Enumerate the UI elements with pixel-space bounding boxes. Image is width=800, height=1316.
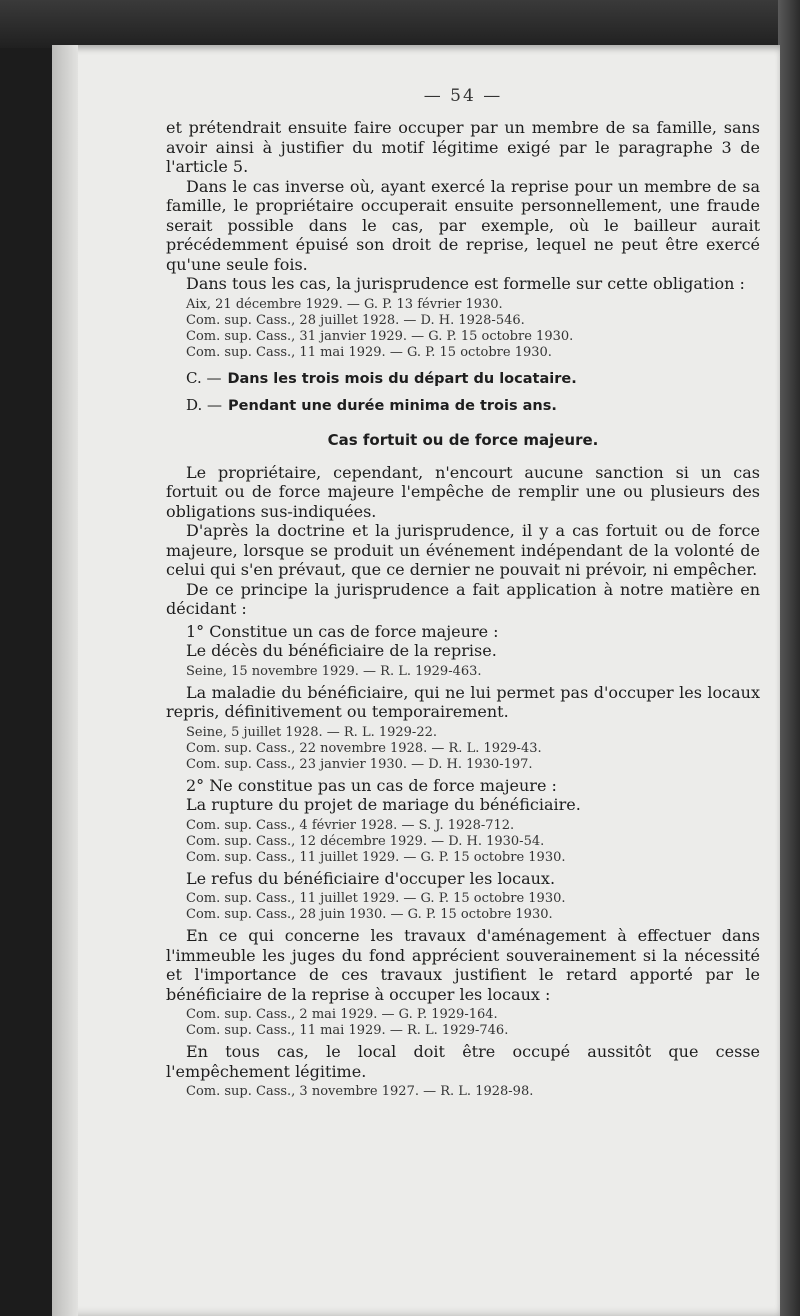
citation: Com. sup. Cass., 11 mai 1929. — G. P. 15 octobre 1930.	[186, 344, 552, 360]
citation-list	[166, 664, 760, 680]
citation: Seine, 5 juillet 1928. — R. L. 1929-22.	[186, 724, 437, 740]
section-heading: Cas fortuit ou de force majeure.	[327, 430, 599, 449]
subsection-c	[166, 369, 760, 388]
citation: Com. sup. Cass., 2 mai 1929. — G. P. 1929-164.	[186, 1007, 498, 1022]
citation: Com. sup. Cass., 11 mai 1929. — R. L. 1929-746.	[186, 1023, 509, 1038]
citation-list	[166, 891, 760, 923]
citation: Com. sup. Cass., 3 novembre 1927. — R. L. 1928-98.	[186, 1084, 534, 1099]
paragraph: Dans le cas inverse où, ayant exercé la reprise pour un membre de sa famille, le propriétaire occuperait ensuite personnellement, une fraude serait possible dans le cas, par exemple, où le bailleur aurait précédemment épuisé son droit de reprise, lequel ne peut être exercé qu'une seule fois.	[166, 176, 760, 274]
citation: Com. sup. Cass., 11 juillet 1929. — G. P. 15 octobre 1930.	[186, 849, 566, 865]
paragraph: La maladie du bénéficiaire, qui ne lui permet pas d'occuper les locaux repris, définitivement ou temporairement.	[166, 682, 760, 721]
citation-list	[166, 818, 760, 866]
paragraph: D'après la doctrine et la jurisprudence, il y a cas fortuit ou de force majeure, lorsque se produit un événement indépendant de la volonté de celui qui s'en prévaut, que ce dernier ne pouvait ni prévoir, ni empêcher.	[166, 521, 760, 579]
subsection-prefix: C. —	[186, 368, 222, 387]
scan-background-right	[778, 0, 800, 1316]
citation-list	[166, 725, 760, 773]
subsection-title: Dans les trois mois du départ du locataire.	[227, 370, 577, 387]
subsection-d	[166, 396, 760, 415]
paragraph: En ce qui concerne les travaux d'aménagement à effectuer dans l'immeuble les juges du fond apprécient souverainement si la nécessité et l'importance de ces travaux justifient le retard apporté par le bénéficiaire de la reprise à occuper les locaux :	[166, 926, 760, 1004]
page-binding-edge	[52, 45, 78, 1316]
subsection-prefix: D. —	[186, 395, 223, 414]
citation: Com. sup. Cass., 12 décembre 1929. — D. H. 1930-54.	[186, 833, 545, 849]
paragraph: En tous cas, le local doit être occupé aussitôt que cesse l'empêchement légitime.	[166, 1042, 760, 1081]
citation: Com. sup. Cass., 28 juin 1930. — G. P. 15 octobre 1930.	[186, 907, 553, 922]
scan-background-top	[0, 0, 800, 48]
citation: Com. sup. Cass., 28 juillet 1928. — D. H. 1928-546.	[186, 312, 525, 328]
paragraph: Le propriétaire, cependant, n'encourt aucune sanction si un cas fortuit ou de force majeure l'empêche de remplir une ou plusieurs des obligations sus-indiquées.	[166, 462, 760, 521]
paragraph: et prétendrait ensuite faire occuper par un membre de sa famille, sans avoir ainsi à justifier du motif légitime exigé par le paragraphe 3 de l'article 5.	[166, 118, 760, 176]
citation: Aix, 21 décembre 1929. — G. P. 13 février 1930.	[186, 296, 503, 312]
citation: Seine, 15 novembre 1929. — R. L. 1929-463.	[186, 663, 482, 679]
paragraph: De ce principe la jurisprudence a fait application à notre matière en décidant :	[166, 579, 760, 618]
text-line: Le refus du bénéficiaire d'occuper les locaux.	[186, 868, 556, 888]
page-number: — 54 —	[423, 86, 503, 106]
text-line: La rupture du projet de mariage du bénéficiaire.	[186, 795, 581, 814]
text-line: 2° Ne constitue pas un cas de force majeure :	[186, 775, 557, 795]
text-line: Le décès du bénéficiaire de la reprise.	[186, 641, 497, 660]
citation-list	[166, 1084, 760, 1100]
citation: Com. sup. Cass., 23 janvier 1930. — D. H. 1930-197.	[186, 756, 533, 772]
citation-list	[166, 1007, 760, 1039]
citation-list	[166, 297, 760, 361]
page-content	[166, 86, 760, 1103]
citation: Com. sup. Cass., 4 février 1928. — S. J. 1928-712.	[186, 817, 515, 833]
citation: Com. sup. Cass., 11 juillet 1929. — G. P. 15 octobre 1930.	[186, 891, 566, 906]
paragraph: Dans tous les cas, la jurisprudence est formelle sur cette obligation :	[186, 274, 745, 293]
subsection-title: Pendant une durée minima de trois ans.	[228, 397, 557, 414]
citation: Com. sup. Cass., 31 janvier 1929. — G. P. 15 octobre 1930.	[186, 328, 574, 344]
text-line: 1° Constitue un cas de force majeure :	[186, 621, 499, 641]
citation: Com. sup. Cass., 22 novembre 1928. — R. L. 1929-43.	[186, 740, 542, 756]
